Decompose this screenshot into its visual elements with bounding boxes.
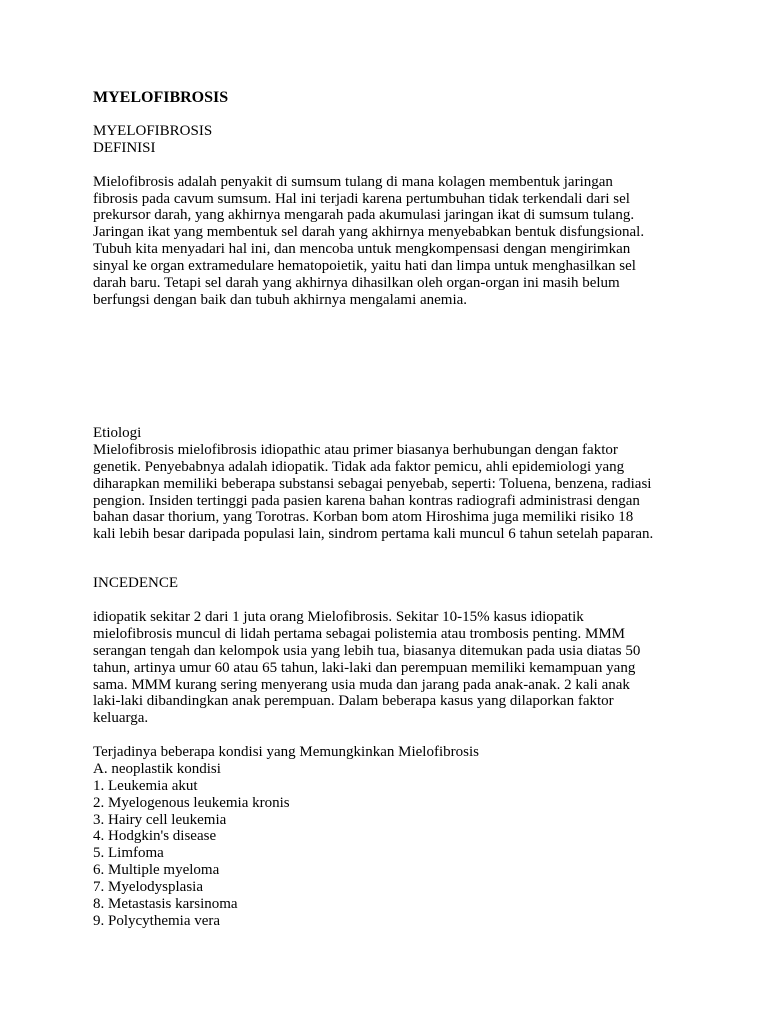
text-line: 8. Metastasis karsinoma <box>93 896 238 913</box>
text-line: A. neoplastik kondisi <box>93 760 221 777</box>
text-line: genetik. Penyebabnya adalah idiopatik. Tidak ada faktor pemicu, ahli epidemiologi yang <box>93 458 625 475</box>
text-line: mielofibrosis muncul di lidah pertama sebagai polistemia atau trombosis penting. MMM <box>93 625 625 642</box>
text-line: Terjadinya beberapa kondisi yang Memungkinkan Mielofibrosis <box>93 744 479 760</box>
text-line: 6. Multiple myeloma <box>93 862 220 879</box>
text-line: sama. MMM kurang sering menyerang usia muda dan jarang pada anak-anak. 2 kali anak <box>93 676 630 693</box>
document-title: MYELOFIBROSIS <box>93 89 229 106</box>
text-line: idiopatik sekitar 2 dari 1 juta orang Mielofibrosis. Sekitar 10-15% kasus idiopatik <box>93 609 584 625</box>
text-line: 3. Hairy cell leukemia <box>93 811 227 828</box>
text-line: Mielofibrosis mielofibrosis idiopathic atau primer biasanya berhubungan dengan faktor <box>93 441 618 458</box>
text-line: laki-laki dibandingkan anak perempuan. Dalam beberapa kasus yang dilaporkan faktor <box>93 693 614 710</box>
text-line: 9. Polycythemia vera <box>93 912 221 929</box>
incidence-heading: INCEDENCE <box>93 575 178 591</box>
text-line: MYELOFIBROSIS <box>93 123 213 139</box>
text-line: prekursor darah, yang akhirnya mengarah pada akumulasi jaringan ikat di sumsum tulang. <box>93 207 635 224</box>
text-line: serangan tengah dan kelompok usia yang lebih tua, biasanya ditemukan pada usia diatas 50 <box>93 642 641 659</box>
text-line: fibrosis pada cavum sumsum. Hal ini terjadi karena pertumbuhan tidak terkendali dari sel <box>93 190 630 207</box>
text-line <box>93 157 644 174</box>
text-line: bahan dasar thorium, yang Torotras. Korban bom atom Hiroshima juga memiliki risiko 18 <box>93 509 634 526</box>
text-line: Jaringan ikat yang membentuk sel darah yang akhirnya menyebabkan bentuk disfungsional. <box>93 224 645 241</box>
conditions-section <box>93 744 479 930</box>
text-line: Tubuh kita menyadari hal ini, dan mencoba untuk mengkompensasi dengan mengirimkan <box>93 241 631 258</box>
text-line: pengion. Insiden tertinggi pada pasien karena bahan kontras radiografi administrasi dengan <box>93 492 640 509</box>
text-line: 2. Myelogenous leukemia kronis <box>93 794 290 811</box>
text-line: 1. Leukemia akut <box>93 777 198 794</box>
text-line: kali lebih besar daripada populasi lain, sindrom pertama kali muncul 6 tahun setelah paparan. <box>93 526 654 543</box>
text-line: darah baru. Tetapi sel darah yang akhirnya dihasilkan oleh organ-organ ini masih belum <box>93 275 620 292</box>
text-line: 5. Limfoma <box>93 845 164 862</box>
text-line: sinyal ke organ extramedulare hematopoietik, yaitu hati dan limpa untuk menghasilkan sel <box>93 258 636 275</box>
etiology-section <box>93 425 653 543</box>
text-line: tahun, artinya umur 60 atau 65 tahun, laki-laki dan perempuan memiliki kemampuan yang <box>93 659 636 676</box>
text-line: berfungsi dengan baik dan tubuh akhirnya mengalami anemia. <box>93 291 468 308</box>
text-line: DEFINISI <box>93 139 156 156</box>
text-line: 7. Myelodysplasia <box>93 879 203 896</box>
text-line: keluarga. <box>93 710 149 727</box>
text-line: diharapkan memiliki beberapa substansi sebagai penyebab, seperti: Toluena, benzena, radiasi <box>93 475 652 492</box>
definition-section <box>93 123 644 309</box>
text-line: Mielofibrosis adalah penyakit di sumsum tulang di mana kolagen membentuk jaringan <box>93 173 613 190</box>
text-line: Etiologi <box>93 425 142 441</box>
incidence-section <box>93 609 640 727</box>
text-line: 4. Hodgkin's disease <box>93 828 217 845</box>
